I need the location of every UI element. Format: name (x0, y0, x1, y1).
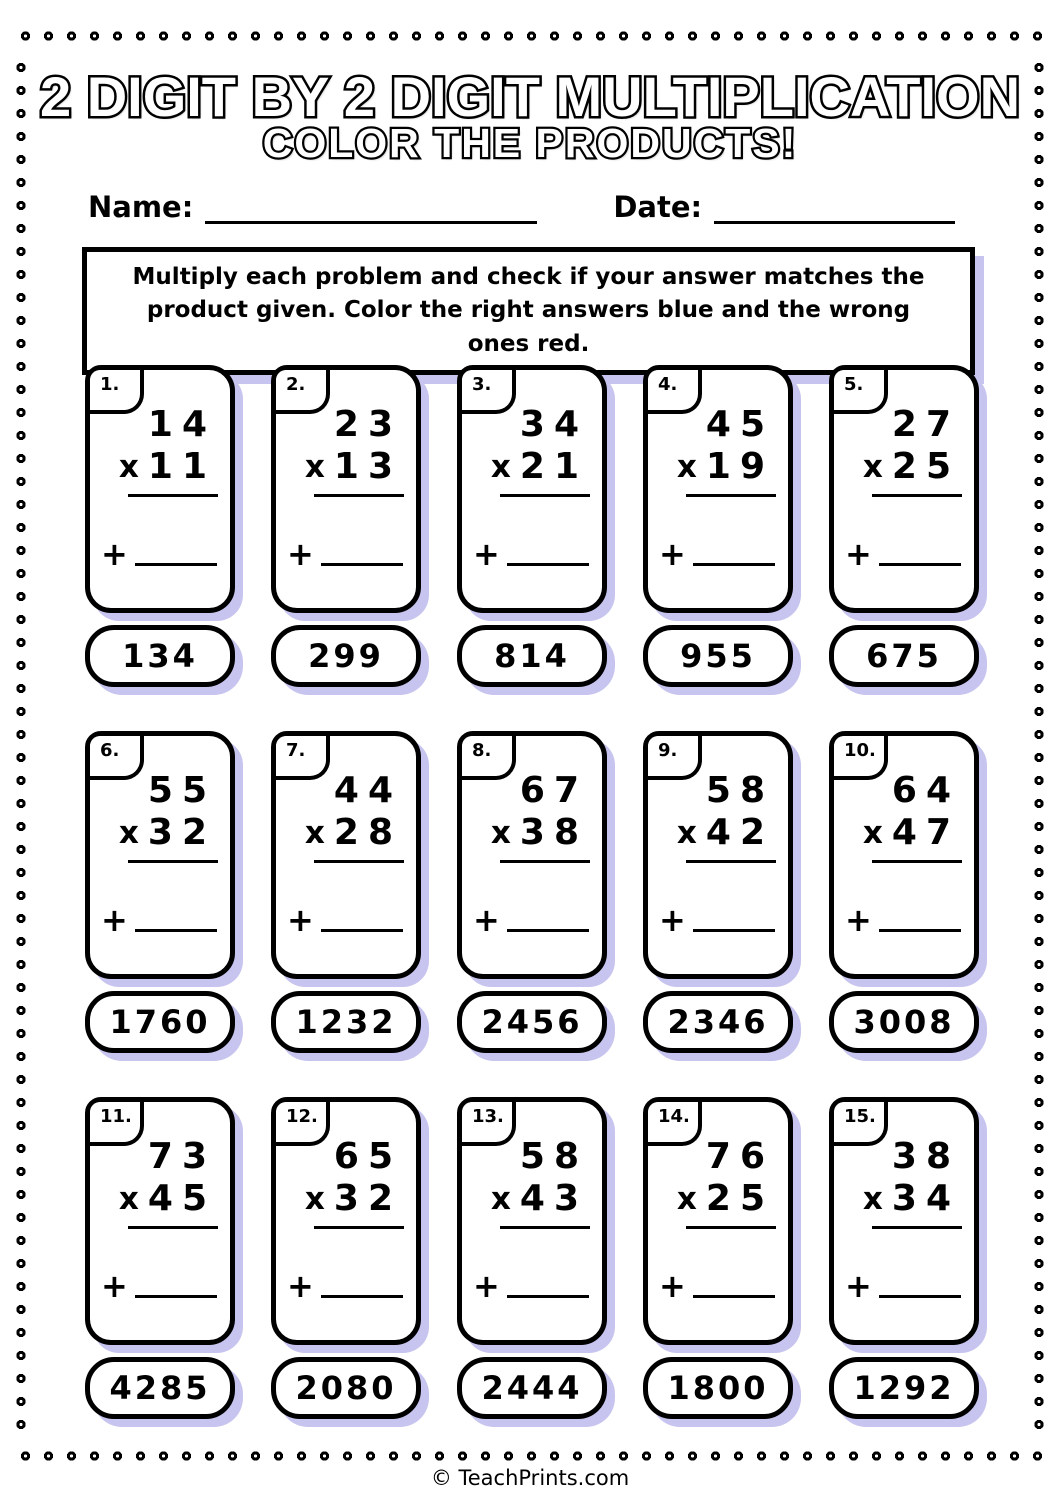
product-pill-9 (643, 991, 793, 1053)
carry-row (287, 903, 403, 937)
product-value: 1292 (853, 1369, 955, 1407)
carry-blank-line (879, 1295, 961, 1298)
dotted-border-right (1032, 56, 1046, 1442)
problem-number: 9. (658, 740, 678, 761)
carry-blank-line (135, 929, 217, 932)
plus-sign: + (101, 1267, 128, 1305)
product-pill-11 (85, 1357, 235, 1419)
multiplier: 47 (891, 812, 960, 853)
instructions-box: Multiply each problem and check if your answer matches the product given. Color the right answers blue and the wrong ones red. (82, 247, 975, 375)
carry-blank-line (507, 929, 589, 932)
problem-number-tab (90, 370, 144, 414)
carry-row (473, 537, 589, 571)
times-sign: x (862, 815, 883, 851)
multiplier: 25 (705, 1178, 774, 1219)
product-line (128, 494, 218, 497)
multiplicand: 76 (705, 1136, 774, 1177)
problem-number: 12. (286, 1106, 318, 1127)
times-sign: x (118, 1181, 139, 1217)
problem-cell-5 (829, 365, 979, 687)
product-line (872, 860, 962, 863)
plus-sign: + (659, 901, 686, 939)
problem-number: 2. (286, 374, 306, 395)
multiplier-row (834, 812, 974, 854)
name-blank-line (205, 191, 537, 224)
carry-row (473, 903, 589, 937)
problem-number: 4. (658, 374, 678, 395)
problem-number-tab (834, 1102, 888, 1146)
problem-card-6 (85, 731, 235, 979)
times-sign: x (862, 1181, 883, 1217)
carry-row (845, 903, 961, 937)
problem-card-7 (271, 731, 421, 979)
carry-row (287, 537, 403, 571)
product-pill-15 (829, 1357, 979, 1419)
name-label: Name: (88, 190, 194, 224)
product-line (500, 1226, 590, 1229)
product-value: 2080 (295, 1369, 397, 1407)
dotted-border-top (14, 29, 1046, 43)
product-pill-8 (457, 991, 607, 1053)
product-value: 4285 (109, 1369, 211, 1407)
date-blank-line (714, 191, 955, 224)
carry-row (659, 537, 775, 571)
product-pill-10 (829, 991, 979, 1053)
product-value: 1232 (295, 1003, 397, 1041)
product-pill-12 (271, 1357, 421, 1419)
carry-row (659, 1269, 775, 1303)
multiplicand: 44 (333, 770, 402, 811)
problem-number-tab (462, 736, 516, 780)
product-value: 2444 (481, 1369, 583, 1407)
product-pill-1 (85, 625, 235, 687)
problem-card-13 (457, 1097, 607, 1345)
plus-sign: + (287, 535, 314, 573)
product-line (500, 860, 590, 863)
problem-card-9 (643, 731, 793, 979)
plus-sign: + (473, 901, 500, 939)
product-pill-3 (457, 625, 607, 687)
plus-sign: + (473, 1267, 500, 1305)
product-value: 1760 (109, 1003, 211, 1041)
problem-cell-10 (829, 731, 979, 1053)
problem-number: 10. (844, 740, 876, 761)
multiplier-row (834, 1178, 974, 1220)
multiplicand: 23 (333, 404, 402, 445)
problem-number-tab (834, 370, 888, 414)
problem-number: 13. (472, 1106, 504, 1127)
problem-cell-6 (85, 731, 235, 1053)
problem-card-12 (271, 1097, 421, 1345)
problem-number: 7. (286, 740, 306, 761)
product-value: 299 (308, 637, 384, 675)
problem-cell-1 (85, 365, 235, 687)
problem-number: 5. (844, 374, 864, 395)
product-value: 955 (680, 637, 756, 675)
product-line (128, 1226, 218, 1229)
plus-sign: + (845, 535, 872, 573)
times-sign: x (676, 1181, 697, 1217)
multiplicand: 34 (519, 404, 588, 445)
carry-blank-line (507, 563, 589, 566)
times-sign: x (490, 449, 511, 485)
times-sign: x (862, 449, 883, 485)
problem-card-1 (85, 365, 235, 613)
problem-card-14 (643, 1097, 793, 1345)
multiplier: 32 (147, 812, 216, 853)
product-value: 814 (494, 637, 570, 675)
product-value: 2456 (481, 1003, 583, 1041)
problem-number-tab (648, 1102, 702, 1146)
problem-number: 3. (472, 374, 492, 395)
plus-sign: + (659, 1267, 686, 1305)
carry-row (287, 1269, 403, 1303)
carry-blank-line (321, 929, 403, 932)
multiplier-row (462, 1178, 602, 1220)
product-value: 2346 (667, 1003, 769, 1041)
problem-number-tab (462, 1102, 516, 1146)
problem-number-tab (834, 736, 888, 780)
problem-number-tab (90, 1102, 144, 1146)
product-line (314, 494, 404, 497)
problem-cell-2 (271, 365, 421, 687)
problem-cell-9 (643, 731, 793, 1053)
product-pill-13 (457, 1357, 607, 1419)
copyright-footer: © TeachPrints.com (430, 1466, 630, 1490)
problem-number: 15. (844, 1106, 876, 1127)
problem-card-3 (457, 365, 607, 613)
product-line (686, 860, 776, 863)
plus-sign: + (473, 535, 500, 573)
multiplicand: 64 (891, 770, 960, 811)
problem-number-tab (276, 1102, 330, 1146)
product-line (872, 494, 962, 497)
problem-number-tab (462, 370, 516, 414)
problem-number-tab (648, 736, 702, 780)
date-label: Date: (613, 190, 703, 224)
multiplier: 32 (333, 1178, 402, 1219)
product-pill-7 (271, 991, 421, 1053)
plus-sign: + (101, 901, 128, 939)
multiplicand: 38 (891, 1136, 960, 1177)
product-line (314, 860, 404, 863)
multiplier-row (90, 1178, 230, 1220)
problem-card-10 (829, 731, 979, 979)
times-sign: x (304, 1181, 325, 1217)
problem-card-5 (829, 365, 979, 613)
problem-cell-7 (271, 731, 421, 1053)
multiplier-row (276, 446, 416, 488)
product-value: 675 (866, 637, 942, 675)
problem-card-4 (643, 365, 793, 613)
product-pill-14 (643, 1357, 793, 1419)
multiplier: 21 (519, 446, 588, 487)
problem-card-15 (829, 1097, 979, 1345)
problem-card-11 (85, 1097, 235, 1345)
problem-card-2 (271, 365, 421, 613)
product-line (872, 1226, 962, 1229)
multiplier: 43 (519, 1178, 588, 1219)
times-sign: x (490, 815, 511, 851)
multiplier: 11 (147, 446, 216, 487)
problem-cell-14 (643, 1097, 793, 1419)
multiplier-row (648, 812, 788, 854)
multiplicand: 65 (333, 1136, 402, 1177)
problem-cell-8 (457, 731, 607, 1053)
carry-row (101, 903, 217, 937)
multiplicand: 55 (147, 770, 216, 811)
product-line (314, 1226, 404, 1229)
times-sign: x (676, 449, 697, 485)
multiplicand: 27 (891, 404, 960, 445)
product-value: 3008 (853, 1003, 955, 1041)
problem-number: 11. (100, 1106, 132, 1127)
multiplicand: 14 (147, 404, 216, 445)
multiplier: 45 (147, 1178, 216, 1219)
problems-grid (85, 365, 979, 1419)
multiplier: 34 (891, 1178, 960, 1219)
product-value: 1800 (667, 1369, 769, 1407)
multiplier-row (276, 812, 416, 854)
carry-blank-line (879, 929, 961, 932)
times-sign: x (490, 1181, 511, 1217)
problem-cell-11 (85, 1097, 235, 1419)
problem-cell-13 (457, 1097, 607, 1419)
problem-number-tab (276, 370, 330, 414)
product-pill-2 (271, 625, 421, 687)
times-sign: x (118, 449, 139, 485)
product-line (500, 494, 590, 497)
plus-sign: + (845, 1267, 872, 1305)
carry-row (659, 903, 775, 937)
plus-sign: + (287, 1267, 314, 1305)
plus-sign: + (659, 535, 686, 573)
multiplier-row (462, 446, 602, 488)
times-sign: x (304, 449, 325, 485)
problem-cell-12 (271, 1097, 421, 1419)
multiplier-row (834, 446, 974, 488)
multiplier: 13 (333, 446, 402, 487)
multiplier: 19 (705, 446, 774, 487)
problem-number-tab (276, 736, 330, 780)
page-title: 2 DIGIT BY 2 DIGIT MULTIPLICATION (39, 65, 1021, 128)
multiplicand: 45 (705, 404, 774, 445)
problem-number: 1. (100, 374, 120, 395)
product-pill-6 (85, 991, 235, 1053)
multiplier: 28 (333, 812, 402, 853)
carry-blank-line (693, 1295, 775, 1298)
carry-row (845, 1269, 961, 1303)
multiplicand: 67 (519, 770, 588, 811)
plus-sign: + (287, 901, 314, 939)
multiplier: 38 (519, 812, 588, 853)
times-sign: x (118, 815, 139, 851)
plus-sign: + (845, 901, 872, 939)
multiplicand: 73 (147, 1136, 216, 1177)
problem-card-8 (457, 731, 607, 979)
problem-number: 6. (100, 740, 120, 761)
product-value: 134 (122, 637, 198, 675)
dotted-border-left (14, 56, 28, 1442)
product-line (128, 860, 218, 863)
carry-blank-line (321, 1295, 403, 1298)
multiplicand: 58 (519, 1136, 588, 1177)
problem-number-tab (90, 736, 144, 780)
carry-blank-line (135, 1295, 217, 1298)
multiplicand: 58 (705, 770, 774, 811)
carry-blank-line (321, 563, 403, 566)
problem-cell-3 (457, 365, 607, 687)
name-date-row (88, 190, 955, 224)
carry-row (473, 1269, 589, 1303)
carry-row (101, 1269, 217, 1303)
problem-number: 14. (658, 1106, 690, 1127)
multiplier-row (462, 812, 602, 854)
problem-number-tab (648, 370, 702, 414)
problem-number: 8. (472, 740, 492, 761)
plus-sign: + (101, 535, 128, 573)
multiplier-row (648, 446, 788, 488)
carry-blank-line (879, 563, 961, 566)
product-line (686, 1226, 776, 1229)
multiplier: 25 (891, 446, 960, 487)
multiplier-row (90, 446, 230, 488)
dotted-border-bottom (14, 1449, 1046, 1463)
multiplier-row (648, 1178, 788, 1220)
times-sign: x (304, 815, 325, 851)
carry-blank-line (135, 563, 217, 566)
multiplier-row (276, 1178, 416, 1220)
page-subtitle: COLOR THE PRODUCTS! (262, 120, 798, 166)
problem-cell-15 (829, 1097, 979, 1419)
multiplier-row (90, 812, 230, 854)
product-line (686, 494, 776, 497)
carry-blank-line (693, 563, 775, 566)
carry-blank-line (693, 929, 775, 932)
carry-row (101, 537, 217, 571)
carry-row (845, 537, 961, 571)
multiplier: 42 (705, 812, 774, 853)
product-pill-5 (829, 625, 979, 687)
times-sign: x (676, 815, 697, 851)
carry-blank-line (507, 1295, 589, 1298)
product-pill-4 (643, 625, 793, 687)
problem-cell-4 (643, 365, 793, 687)
